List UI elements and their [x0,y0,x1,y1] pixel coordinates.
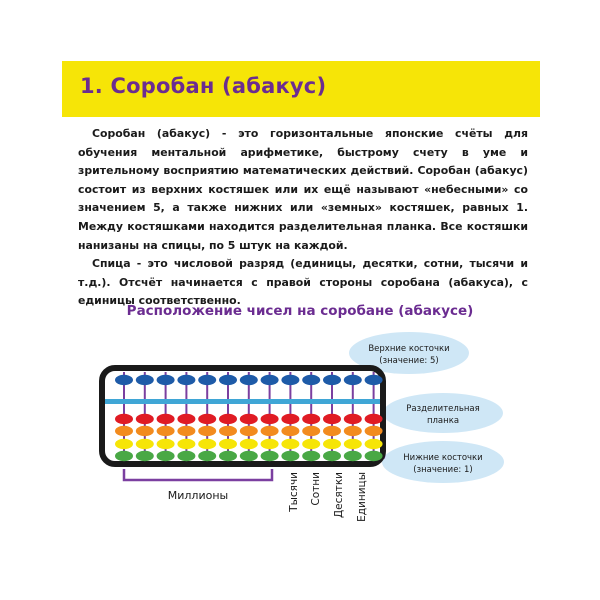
upper-bead [198,375,216,385]
lower-bead [365,426,383,436]
divider-bar [105,399,380,404]
lower-bead [115,414,133,424]
lower-bead [344,451,362,461]
intro-paragraph-1: Соробан (абакус) - это горизонтальные японские счёты для обучения ментальной арифметике, быстрому счету в уме и зрительному восприятию математических действий. Соробан (абакус) состоит из верхних костяшек или их ещё называют «небесными» со значением 5, а также нижних или «земных» костяшек, равных 1. Между костяшками находится разделительная планка. Все костяшки нанизаны на спицы, по 5 штук на каждой. [78,127,528,252]
lower-bead [219,414,237,424]
callout-divider-line-1: Разделительная [406,404,480,414]
lower-bead [323,451,341,461]
callout-lower [382,441,504,483]
lower-bead [157,426,175,436]
lower-bead [323,426,341,436]
callout-upper-line-1: Верхние косточки [368,344,450,354]
millions-bracket [124,469,272,480]
callout-divider-line-2: планка [426,416,460,426]
upper-bead [344,375,362,385]
lower-bead [240,451,258,461]
place-label-units: Единицы [356,472,368,522]
page-title: 1. Соробан (абакус) [80,74,327,98]
lower-bead [219,426,237,436]
lower-bead [323,439,341,449]
lower-bead [198,451,216,461]
diagram-subtitle: Расположение чисел на соробане (абакусе) [126,303,474,319]
lower-bead [136,426,154,436]
lower-bead [281,439,299,449]
lower-bead [219,439,237,449]
lower-bead [240,439,258,449]
lower-bead [365,439,383,449]
upper-bead [115,375,133,385]
intro-paragraph-2: Спица - это числовой разряд (единицы, десятки, сотни, тысячи и т.д.). Отсчёт начинается с правой стороны соробана (абакуса), с единицы соответственно. [78,257,528,308]
lower-bead [323,414,341,424]
upper-bead [136,375,154,385]
lower-bead [240,414,258,424]
lower-bead [157,439,175,449]
lower-bead [344,414,362,424]
lower-bead [302,426,320,436]
millions-label: Миллионы [167,489,229,502]
upper-bead [302,375,320,385]
upper-bead [240,375,258,385]
lower-bead [198,414,216,424]
lower-bead [115,451,133,461]
upper-bead [157,375,175,385]
lower-bead [281,451,299,461]
upper-bead [177,375,195,385]
lower-bead [344,439,362,449]
lower-bead [177,414,195,424]
lower-bead [344,426,362,436]
lower-bead [198,426,216,436]
lower-bead [177,439,195,449]
lower-bead [136,451,154,461]
callout-divider [383,393,503,433]
lower-bead [115,439,133,449]
lower-bead [177,451,195,461]
lower-bead [281,414,299,424]
lower-bead [240,426,258,436]
place-label-tens: Десятки [333,472,345,519]
lower-bead [157,451,175,461]
lower-bead [365,451,383,461]
lower-bead [302,414,320,424]
upper-bead [365,375,383,385]
lower-bead [115,426,133,436]
callout-lower-line-1: Нижние косточки [403,453,483,463]
place-label-thousands: Тысячи [288,472,300,512]
lower-bead [261,426,279,436]
upper-bead [281,375,299,385]
lower-bead [365,414,383,424]
callout-upper-line-2: (значение: 5) [379,356,439,366]
lower-bead [198,439,216,449]
lower-bead [157,414,175,424]
lower-bead [177,426,195,436]
lower-bead [219,451,237,461]
lower-bead [281,426,299,436]
lower-bead [136,414,154,424]
upper-bead [261,375,279,385]
lower-bead [261,414,279,424]
lower-bead [302,439,320,449]
upper-bead [323,375,341,385]
callout-lower-line-2: (значение: 1) [413,465,473,475]
lower-bead [261,439,279,449]
lower-bead [302,451,320,461]
lower-bead [261,451,279,461]
place-label-hundreds: Сотни [310,472,322,506]
upper-bead [219,375,237,385]
lower-bead [136,439,154,449]
